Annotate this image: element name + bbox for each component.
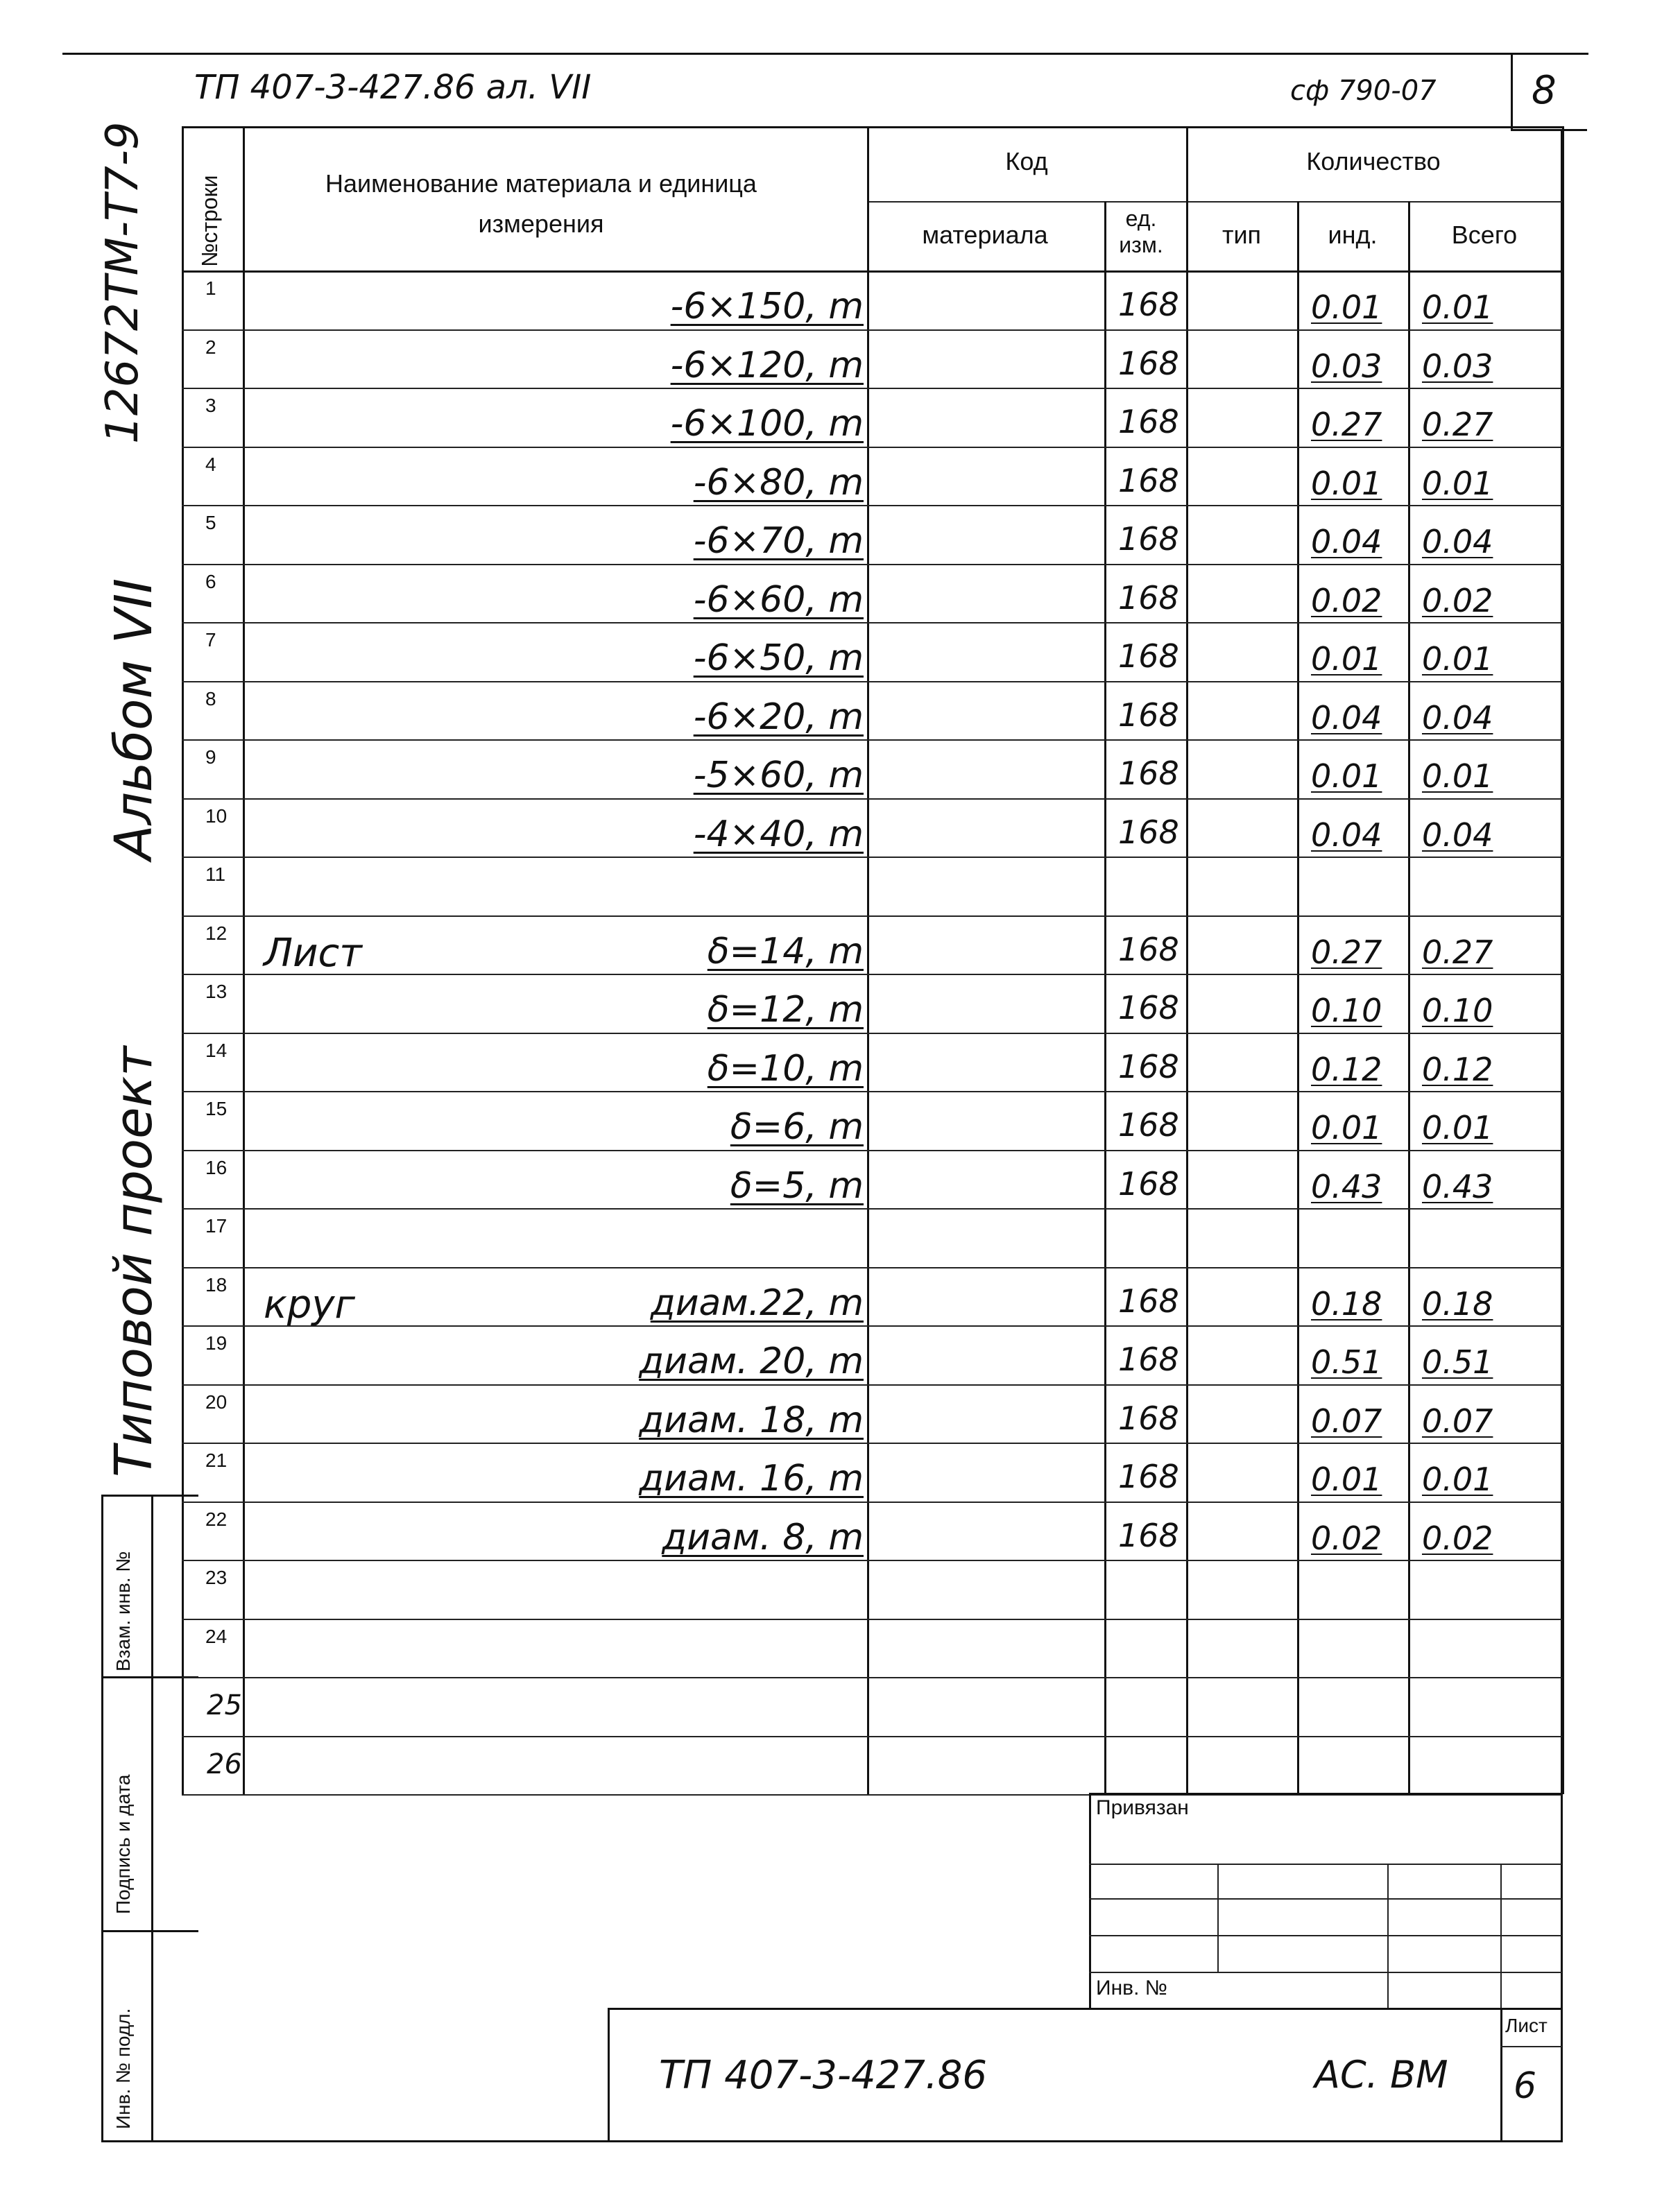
qty-individual: 0.10: [1311, 992, 1382, 1029]
qty-total: 0.02: [1422, 581, 1493, 619]
qty-individual: 0.51: [1311, 1343, 1382, 1381]
qty-total: 0.12: [1422, 1050, 1493, 1088]
material-group: круг: [264, 1282, 355, 1327]
header-code: Код: [1005, 147, 1048, 175]
stamp-label-replace-inv: Взам. инв. №: [112, 1551, 134, 1671]
material-name: диам. 20, m: [639, 1341, 864, 1382]
unit-code: 168: [1118, 637, 1179, 675]
unit-code: 168: [1118, 930, 1179, 968]
qty-total: 0.03: [1422, 347, 1493, 385]
header-code-unit: ед. изм.: [1119, 206, 1163, 257]
qty-total: 0.04: [1422, 698, 1493, 737]
material-name: -6×150, m: [670, 286, 864, 327]
row-number: 12: [205, 922, 228, 944]
column-line: [1297, 201, 1299, 1794]
row-number: 16: [205, 1156, 228, 1178]
unit-code: 168: [1118, 403, 1179, 440]
material-name: -6×70, m: [693, 520, 864, 562]
row-number: 25: [207, 1689, 242, 1721]
row-number: 8: [205, 687, 216, 709]
material-name: -6×80, m: [693, 461, 864, 504]
row-number: 15: [205, 1098, 228, 1119]
row-number: 5: [205, 512, 216, 533]
row-number: 2: [205, 336, 216, 358]
material-name: -4×40, m: [693, 813, 864, 855]
material-name: -6×20, m: [693, 696, 864, 738]
stamp-bound-label: Привязан: [1096, 1796, 1189, 1819]
material-group: Лист: [264, 930, 362, 976]
qty-total: 0.04: [1422, 523, 1493, 560]
column-line: [1408, 201, 1410, 1794]
top-left-code: ТП 407-3-427.86 ал. VII: [194, 68, 592, 107]
row-number: 10: [205, 805, 228, 827]
corner-box-bottom: [1511, 129, 1587, 131]
unit-code: 168: [1118, 813, 1179, 851]
qty-total: 0.43: [1422, 1167, 1493, 1205]
material-name: диам. 16, m: [639, 1458, 864, 1499]
column-line: [1186, 126, 1188, 1794]
row-number: 9: [205, 746, 216, 768]
material-name: δ=14, m: [707, 930, 864, 972]
page-corner-number: 8: [1532, 68, 1557, 113]
qty-total: 0.01: [1422, 289, 1493, 326]
qty-total: 0.04: [1422, 816, 1493, 854]
top-border: [62, 53, 1588, 55]
project-label: Типовой проект: [104, 1046, 164, 1477]
header-quantity: Количество: [1306, 147, 1441, 175]
unit-code: 168: [1118, 1106, 1179, 1144]
qty-individual: 0.01: [1311, 464, 1382, 502]
qty-individual: 0.12: [1311, 1050, 1382, 1088]
stamp-col-divider: [151, 1495, 153, 2140]
header-qty-type: тип: [1222, 221, 1262, 249]
unit-code: 168: [1118, 755, 1179, 792]
top-right-code: сф 790-07: [1290, 75, 1437, 107]
unit-code: 168: [1118, 286, 1179, 323]
unit-code: 168: [1118, 1458, 1179, 1495]
material-name: δ=5, m: [730, 1164, 864, 1207]
stamp-sheet-code: АС. ВМ: [1314, 2053, 1448, 2097]
row-number: 20: [205, 1391, 228, 1413]
qty-individual: 0.27: [1311, 933, 1382, 971]
unit-code: 168: [1118, 1516, 1179, 1554]
stamp-sheet-number: 6: [1514, 2065, 1537, 2107]
row-number: 22: [205, 1508, 228, 1530]
stamp-inv-label: Инв. №: [1096, 1977, 1167, 1999]
column-line: [1104, 201, 1106, 1794]
qty-total: 0.01: [1422, 464, 1493, 502]
qty-individual: 0.04: [1311, 523, 1382, 560]
stamp-label-inv-original: Инв. № подл.: [112, 2008, 134, 2129]
unit-code: 168: [1118, 1164, 1179, 1203]
qty-individual: 0.02: [1311, 581, 1382, 619]
unit-code: 168: [1118, 1282, 1179, 1320]
qty-individual: 0.04: [1311, 698, 1382, 737]
unit-code: 168: [1118, 578, 1179, 617]
header-code-material: материала: [922, 221, 1048, 249]
unit-code: 168: [1118, 1047, 1179, 1085]
row-number: 4: [205, 453, 216, 475]
qty-individual: 0.18: [1311, 1284, 1382, 1323]
row-number: 23: [205, 1567, 228, 1588]
qty-individual: 0.01: [1311, 640, 1382, 678]
column-line: [1562, 126, 1564, 1794]
qty-total: 0.27: [1422, 933, 1493, 971]
qty-individual: 0.04: [1311, 816, 1382, 854]
header-row-no: №строки: [197, 175, 222, 267]
row-number: 7: [205, 629, 216, 651]
stamp-label-signature-date: Подпись и дата: [112, 1774, 134, 1914]
material-name: диам. 8, m: [662, 1516, 864, 1558]
qty-total: 0.01: [1422, 757, 1493, 795]
qty-total: 0.27: [1422, 406, 1493, 443]
material-name: диам.22, m: [650, 1282, 864, 1324]
unit-code: 168: [1118, 344, 1179, 382]
qty-individual: 0.01: [1311, 1461, 1382, 1498]
row-number: 18: [205, 1273, 228, 1296]
unit-code: 168: [1118, 520, 1179, 558]
qty-individual: 0.01: [1311, 1109, 1382, 1146]
stamp-document-code: ТП 407-3-427.86: [659, 2053, 987, 2098]
material-name: -6×50, m: [693, 637, 864, 679]
header-qty-total: Всего: [1451, 221, 1518, 249]
unit-code: 168: [1118, 989, 1179, 1026]
material-name: -5×60, m: [693, 755, 864, 796]
row-number: 19: [205, 1332, 228, 1354]
qty-individual: 0.03: [1311, 347, 1382, 385]
qty-total: 0.01: [1422, 1109, 1493, 1146]
unit-code: 168: [1118, 696, 1179, 734]
row-number: 14: [205, 1039, 228, 1061]
column-line: [867, 126, 869, 1794]
header-material-name: Наименование материала и единица измерения: [325, 169, 757, 238]
stamp-sheet-label: Лист: [1505, 2015, 1548, 2036]
row-number: 26: [207, 1748, 242, 1780]
row-number: 17: [205, 1215, 228, 1237]
material-name: диам. 18, m: [639, 1399, 864, 1441]
material-name: -6×120, m: [670, 344, 864, 386]
bottom-border: [101, 2140, 1563, 2142]
qty-individual: 0.27: [1311, 406, 1382, 443]
header-qty-ind: инд.: [1328, 221, 1378, 249]
material-name: δ=12, m: [707, 989, 864, 1031]
material-name: δ=6, m: [730, 1106, 864, 1148]
qty-individual: 0.07: [1311, 1402, 1382, 1440]
qty-individual: 0.43: [1311, 1167, 1382, 1205]
qty-individual: 0.01: [1311, 757, 1382, 795]
column-line: [182, 126, 184, 1794]
qty-total: 0.01: [1422, 640, 1493, 678]
album-label: Альбом VII: [104, 578, 164, 860]
unit-code: 168: [1118, 1341, 1179, 1378]
qty-individual: 0.01: [1311, 289, 1382, 326]
row-number: 6: [205, 570, 216, 592]
unit-code: 168: [1118, 1399, 1179, 1437]
qty-total: 0.07: [1422, 1402, 1493, 1440]
row-number: 13: [205, 981, 228, 1002]
qty-total: 0.51: [1422, 1343, 1493, 1381]
material-name: -6×60, m: [693, 578, 864, 621]
material-name: -6×100, m: [670, 403, 864, 445]
archive-number: 12672ТМ-Т7-9: [97, 121, 148, 444]
column-line: [243, 126, 245, 1794]
qty-total: 0.01: [1422, 1461, 1493, 1498]
row-number: 21: [205, 1449, 228, 1471]
qty-total: 0.02: [1422, 1519, 1493, 1557]
corner-box-left: [1511, 53, 1513, 129]
qty-total: 0.10: [1422, 992, 1493, 1029]
material-name: δ=10, m: [707, 1047, 864, 1090]
qty-individual: 0.02: [1311, 1519, 1382, 1557]
row-number: 11: [205, 863, 226, 885]
unit-code: 168: [1118, 461, 1179, 499]
row-number: 3: [205, 395, 216, 416]
row-number: 1: [205, 277, 216, 299]
row-number: 24: [205, 1625, 228, 1647]
qty-total: 0.18: [1422, 1284, 1493, 1323]
